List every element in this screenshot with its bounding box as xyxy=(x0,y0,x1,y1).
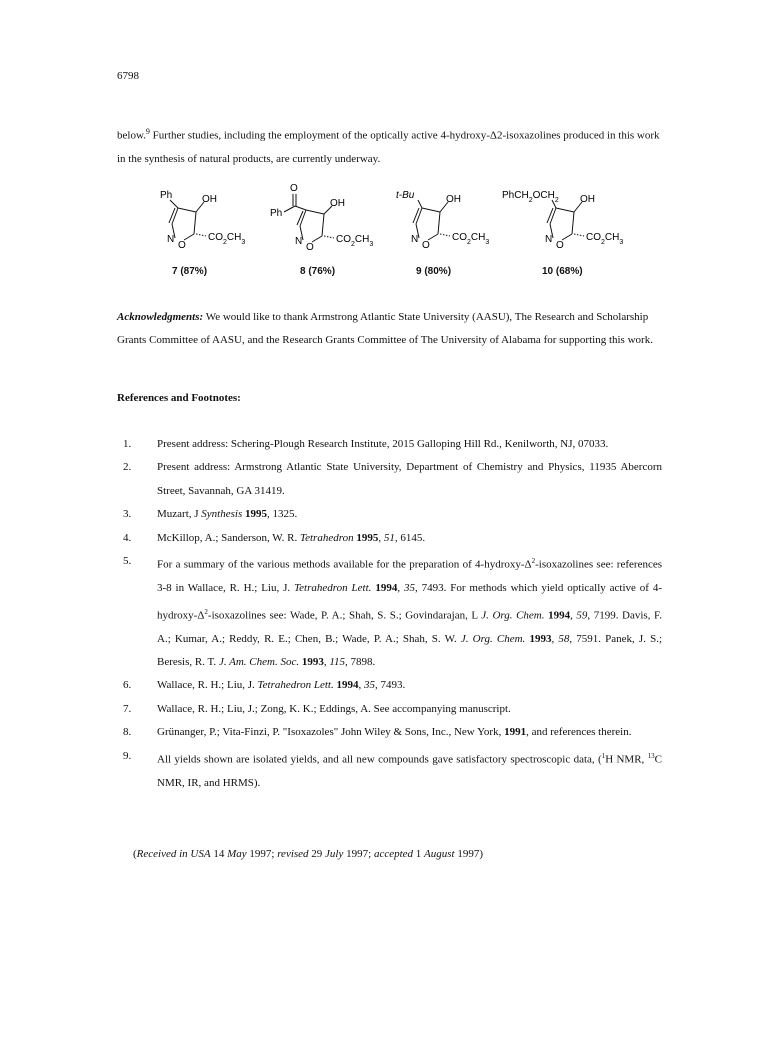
reference-text-part: , xyxy=(358,679,364,692)
received-part: 29 xyxy=(308,848,326,860)
reference-text-part: , and references therein. xyxy=(526,726,632,739)
reference-text-part: 2 xyxy=(531,557,536,566)
reference-text-part: 58 xyxy=(558,632,570,645)
reference-text-part: 51 xyxy=(383,531,395,544)
compound-10-structure xyxy=(502,182,637,277)
compound-7-ester: $CO_2CH_3$ xyxy=(208,232,246,246)
compound-9-ester: $CO_2CH_3$ xyxy=(452,232,490,246)
reference-text-part: , 7591. Panek, J. S.; Beresis, R. T. xyxy=(157,632,663,668)
intro-reference-mark: 9 xyxy=(145,127,150,136)
reference-number: 6. xyxy=(123,679,132,692)
reference-item xyxy=(117,721,662,744)
reference-text-part: Grünanger, P.; Vita-Finzi, P. "Isoxazoles" John Wiley & Sons, Inc., New York, xyxy=(157,726,505,739)
compound-7-ring-n: N xyxy=(167,234,175,245)
reference-text-part: 1 xyxy=(601,751,606,760)
compound-7-number: 7 xyxy=(172,266,178,277)
reference-text-part: 1994 xyxy=(336,679,359,692)
compound-10-ring-o: O xyxy=(556,240,564,251)
received-part: 1997; xyxy=(246,848,278,860)
intro-paragraph xyxy=(117,120,662,171)
received-part: May xyxy=(227,848,247,860)
reference-text-part: , xyxy=(378,531,384,544)
compound-7-yield: (87%) xyxy=(180,266,208,277)
compound-9-structure xyxy=(392,182,502,277)
reference-text-part: 1991 xyxy=(504,726,527,739)
compound-8-ester: $CO_2CH_3$ xyxy=(336,234,374,248)
compound-10-number: 10 xyxy=(542,266,554,277)
reference-number: 4. xyxy=(123,531,132,544)
reference-item xyxy=(117,745,662,795)
compound-9-substituent: t-Bu xyxy=(396,190,415,201)
reference-text xyxy=(157,456,662,503)
reference-text-part: J. Org. Chem. xyxy=(460,632,526,645)
reference-text-part: All yields shown are isolated yields, and all new compounds gave satisfactory spectroscopic data, ( xyxy=(157,753,602,766)
compound-8-ring-o: O xyxy=(306,242,314,253)
reference-text-part: , 1325. xyxy=(267,508,298,521)
received-part: accepted xyxy=(373,848,414,860)
reference-text-part: 1993 xyxy=(301,655,324,668)
reference-text-part: 1994 xyxy=(375,582,398,595)
reference-text-part: Wallace, R. H.; Liu, J.; Zong, K. K.; Eddings, A. See accompanying manuscript. xyxy=(157,702,511,715)
received-part: Received in USA xyxy=(136,848,211,860)
received-part: 1 xyxy=(413,848,425,860)
compound-7-oh: OH xyxy=(202,194,217,205)
received-part: 1997) xyxy=(454,848,484,860)
reference-text xyxy=(157,550,662,674)
reference-text-part: , 7493. xyxy=(375,679,406,692)
compound-9-yield: (80%) xyxy=(424,266,452,277)
reference-text-part: 2 xyxy=(204,607,208,616)
received-part: August xyxy=(424,848,455,860)
reference-item xyxy=(117,698,662,721)
reference-text-part: H NMR, xyxy=(605,753,648,766)
reference-number: 3. xyxy=(123,508,132,521)
reference-text xyxy=(157,433,662,456)
compound-10-label xyxy=(542,266,583,277)
compound-8-carbonyl-o: O xyxy=(290,183,298,194)
compound-9-ring-n: N xyxy=(411,234,419,245)
reference-text xyxy=(157,698,662,721)
reference-text-part: Tetrahedron xyxy=(300,531,354,544)
reference-text-part: Wallace, R. H.; Liu, J. xyxy=(157,679,258,692)
compound-7-structure xyxy=(150,182,260,277)
reference-text-part: , xyxy=(397,582,404,595)
compound-8-number: 8 xyxy=(300,266,306,277)
reference-number: 9. xyxy=(123,749,132,762)
reference-text-part: , xyxy=(323,655,330,668)
references-list xyxy=(117,433,662,795)
compound-9-ring-o: O xyxy=(422,240,430,251)
reference-text-part: , xyxy=(570,609,577,622)
reference-text-part: Synthesis xyxy=(201,508,243,521)
reference-text xyxy=(157,721,662,744)
reference-item xyxy=(117,674,662,697)
reference-text-part: Present address: Schering-Plough Research Institute, 2015 Galloping Hill Rd., Kenilworth, NJ, 07033. xyxy=(157,438,609,450)
compound-8-yield: (76%) xyxy=(308,266,336,277)
reference-text-part: Tetrahedron Lett. xyxy=(294,582,372,595)
reference-text-part: J. Org. Chem. xyxy=(481,609,545,622)
compound-8-label xyxy=(300,266,335,277)
acknowledgments-text: We would like to thank Armstrong Atlantic State University (AASU), The Research and Scholarship Grants Committee of AASU, and the Research Grants Committee of The University of Alabama for supporting this work. xyxy=(117,311,653,346)
reference-text-part: , 7493. For methods which yield optically active of 4-hydroxy-Δ xyxy=(157,582,663,622)
compound-9-label xyxy=(416,266,451,277)
compound-7-label xyxy=(172,266,207,277)
reference-text-part: Present address: Armstrong Atlantic State University, Department of Chemistry and Physics, 11935 Abercorn Street, Savannah, GA 31419. xyxy=(157,461,662,497)
reference-text-part: -isoxazolines see: references 3-8 in Wallace, R. H.; Liu, J. xyxy=(157,558,662,595)
reference-text-part: , 7199. Davis, F. A.; Kumar, A.; Reddy, R. E.; Chen, B.; Wade, P. A.; Shah, S. W. xyxy=(157,609,663,645)
reference-number: 5. xyxy=(123,555,132,568)
compound-10-ester: $CO_2CH_3$ xyxy=(586,232,624,246)
compound-7-ring-o: O xyxy=(178,240,186,251)
page-number: 6798 xyxy=(117,70,139,82)
reference-text xyxy=(157,503,662,526)
compound-7-substituent: Ph xyxy=(160,190,173,201)
reference-text-part: 115 xyxy=(329,655,346,668)
reference-text-part: 1995 xyxy=(245,508,267,521)
reference-text-part: 35 xyxy=(403,582,415,595)
reference-item xyxy=(117,433,662,456)
reference-text-part: C NMR, IR, and HRMS). xyxy=(157,753,662,789)
compound-8-oh: OH xyxy=(330,198,345,209)
reference-text-part: 35 xyxy=(364,679,375,692)
reference-text-part: , 6145. xyxy=(394,531,426,544)
reference-text-part: 1993 xyxy=(529,632,552,645)
reference-number: 7. xyxy=(123,702,132,715)
acknowledgments-paragraph xyxy=(117,306,662,352)
compound-9-oh: OH xyxy=(446,194,461,205)
reference-text-part: , xyxy=(551,632,559,645)
reference-text-part: 1994 xyxy=(548,609,571,622)
reference-text xyxy=(157,527,662,550)
intro-text-rest: Further studies, including the employment of the optically active 4-hydroxy-Δ2-isoxazolines produced in this work in the synthesis of natural products, are currently underway. xyxy=(117,129,660,165)
reference-text-part: Tetrahedron Lett. xyxy=(257,679,334,692)
intro-text-start: below. xyxy=(117,129,146,142)
reference-text-part: 59 xyxy=(576,609,588,622)
reference-text-part: -isoxazolines see: Wade, P. A.; Shah, S. S.; Govindarajan, L xyxy=(207,609,482,622)
reference-text xyxy=(157,745,662,795)
received-part: 14 xyxy=(210,848,228,860)
reference-item xyxy=(117,550,662,674)
compound-8-substituent: Ph xyxy=(270,208,283,219)
received-part: July xyxy=(325,848,344,860)
compound-9-number: 9 xyxy=(416,266,422,277)
reference-text-part: J. Am. Chem. Soc. xyxy=(218,655,300,668)
compound-8-structure xyxy=(268,182,388,277)
received-part: 1997; xyxy=(343,848,374,860)
compound-10-ring-n: N xyxy=(545,234,553,245)
reference-text-part: , 7898. xyxy=(345,655,376,668)
reference-number: 1. xyxy=(123,438,132,450)
references-heading: References and Footnotes: xyxy=(117,392,241,404)
reference-item xyxy=(117,503,662,526)
received-dates xyxy=(133,848,483,860)
compound-structures xyxy=(150,182,640,282)
acknowledgments-heading: Acknowledgments: xyxy=(117,311,204,323)
reference-item xyxy=(117,527,662,550)
reference-number: 8. xyxy=(123,726,132,739)
reference-text-part: 13 xyxy=(647,751,655,760)
compound-10-yield: (68%) xyxy=(555,266,583,277)
compound-10-substituent: $PhCH_2OCH_2$ xyxy=(502,190,559,204)
reference-text-part: McKillop, A.; Sanderson, W. R. xyxy=(157,531,301,544)
reference-text xyxy=(157,674,662,697)
reference-text-part: 1995 xyxy=(356,531,379,544)
reference-number: 2. xyxy=(123,461,132,474)
received-part: ( xyxy=(133,848,137,860)
compound-10-oh: OH xyxy=(580,194,595,205)
reference-text-part: For a summary of the various methods available for the preparation of 4-hydroxy-Δ xyxy=(157,558,532,571)
received-part: revised xyxy=(277,848,309,860)
reference-item xyxy=(117,456,662,503)
compound-8-ring-n: N xyxy=(295,236,303,247)
reference-text-part: Muzart, J xyxy=(157,508,202,521)
